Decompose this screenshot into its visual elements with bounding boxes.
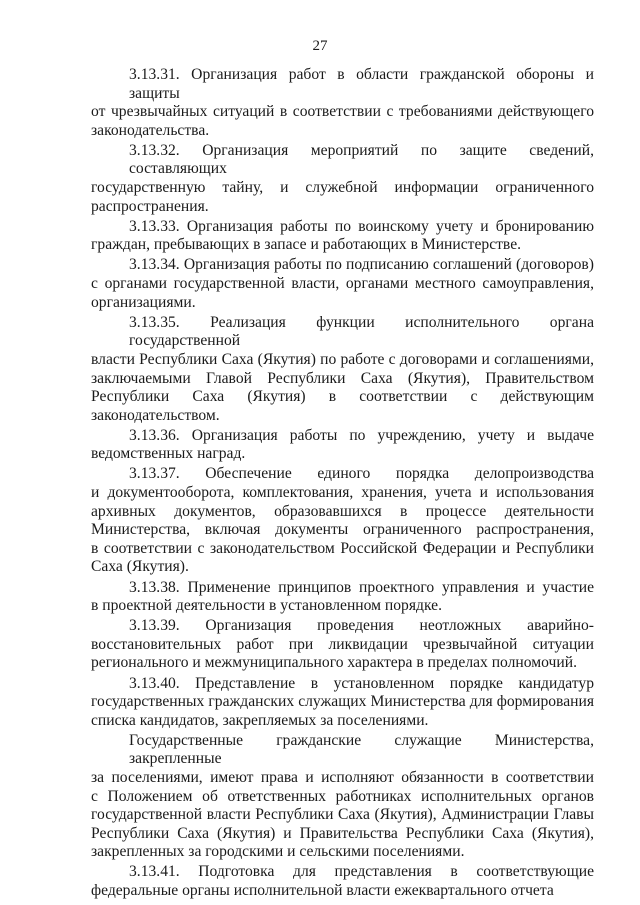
paragraph	[91, 66, 594, 140]
paragraph-line: списка кандидатов, закрепляемых за поселениями.	[91, 711, 429, 729]
paragraph-line: 3.13.31. Организация работ в области гражданской обороны и защиты	[129, 66, 594, 102]
paragraph-line: в соответствии с законодательством Российской Федерации и Республики	[91, 539, 594, 557]
paragraph	[91, 427, 594, 464]
paragraph-line: законодательством.	[91, 406, 220, 424]
paragraph	[91, 256, 594, 312]
paragraph-line: государственную тайну, и служебной информации ограниченного	[91, 179, 594, 197]
paragraph-line: государственной власти Республики Саха (Якутия), Администрации Главы	[91, 806, 594, 824]
paragraph-line: Саха (Якутия).	[91, 558, 189, 576]
paragraph	[91, 617, 594, 673]
paragraph-line: с органами государственной власти, органами местного самоуправления,	[91, 275, 594, 293]
paragraph-line: заключаемыми Главой Республики Саха (Якутия), Правительством	[91, 369, 594, 387]
paragraph-line: 3.13.41. Подготовка для представления в соответствующие	[129, 863, 594, 881]
paragraph	[91, 579, 594, 616]
paragraph-line: организациями.	[91, 293, 196, 311]
paragraph	[91, 142, 594, 216]
paragraph-line: 3.13.33. Организация работы по воинскому учету и бронированию	[129, 217, 594, 235]
paragraph-line: закрепленных за городскими и сельскими поселениями.	[91, 843, 465, 861]
paragraph	[91, 314, 594, 426]
paragraph-line: с Положением об ответственных работниках исполнительных органов	[91, 787, 594, 805]
paragraph-line: 3.13.32. Организация мероприятий по защите сведений, составляющих	[129, 141, 594, 178]
paragraph-line: Республики Саха (Якутия) в соответствии с действующим	[91, 388, 594, 406]
paragraph-line: за поселениями, имеют права и исполняют обязанности в соответствии	[91, 768, 594, 786]
paragraph-line: в проектной деятельности в установленном порядке.	[91, 597, 442, 615]
paragraph-line: распространения.	[91, 197, 209, 215]
paragraph-line: от чрезвычайных ситуаций в соответствии с требованиями действующего	[91, 103, 594, 121]
paragraph-line: 3.13.39. Организация проведения неотложных аварийно-	[129, 617, 594, 635]
paragraph-line: восстановительных работ при ликвидации чрезвычайной ситуации	[91, 635, 594, 653]
paragraph-line: граждан, пребывающих в запасе и работающих в Министерстве.	[91, 236, 522, 254]
paragraph-line: федеральные органы исполнительной власти ежеквартального отчета	[91, 882, 554, 900]
paragraph-line: регионального и межмуниципального характера в пределах полномочий.	[91, 654, 577, 672]
paragraph	[91, 675, 594, 731]
paragraph-line: государственных гражданских служащих Министерства для формирования	[91, 693, 594, 711]
paragraph-line: законодательства.	[91, 121, 210, 139]
paragraph-line: 3.13.35. Реализация функции исполнительного органа государственной	[129, 313, 594, 350]
paragraph-line: власти Республики Саха (Якутия) по работе с договорами и соглашениями,	[91, 350, 594, 368]
paragraph	[91, 465, 594, 577]
paragraph-line: Республики Саха (Якутия) и Правительства Республики Саха (Якутия),	[91, 824, 594, 842]
paragraph-line: 3.13.37. Обеспечение единого порядка делопроизводства	[129, 465, 594, 483]
paragraph-line: ведомственных наград.	[91, 445, 246, 463]
paragraph-line: 3.13.38. Применение принципов проектного управления и участие	[129, 578, 594, 596]
paragraph-line: 3.13.36. Организация работы по учреждению, учету и выдаче	[129, 426, 594, 444]
paragraph	[91, 218, 594, 255]
paragraph-line: архивных документов, образовавшихся в процессе деятельности	[91, 502, 594, 520]
paragraph-line: и документооборота, комплектования, хранения, учета и использования	[91, 484, 594, 502]
paragraph-line: 3.13.34. Организация работы по подписанию соглашений (договоров)	[129, 256, 594, 274]
paragraph-line: 3.13.40. Представление в установленном порядке кандидатур	[129, 674, 594, 692]
document-body	[91, 66, 594, 902]
paragraph-line: Государственные гражданские служащие Министерства, закрепленные	[129, 731, 594, 768]
paragraph	[91, 732, 594, 862]
paragraph	[91, 863, 594, 900]
paragraph-line: Министерства, включая документы ограниченного распространения,	[91, 521, 594, 539]
page-number: 27	[312, 38, 328, 54]
